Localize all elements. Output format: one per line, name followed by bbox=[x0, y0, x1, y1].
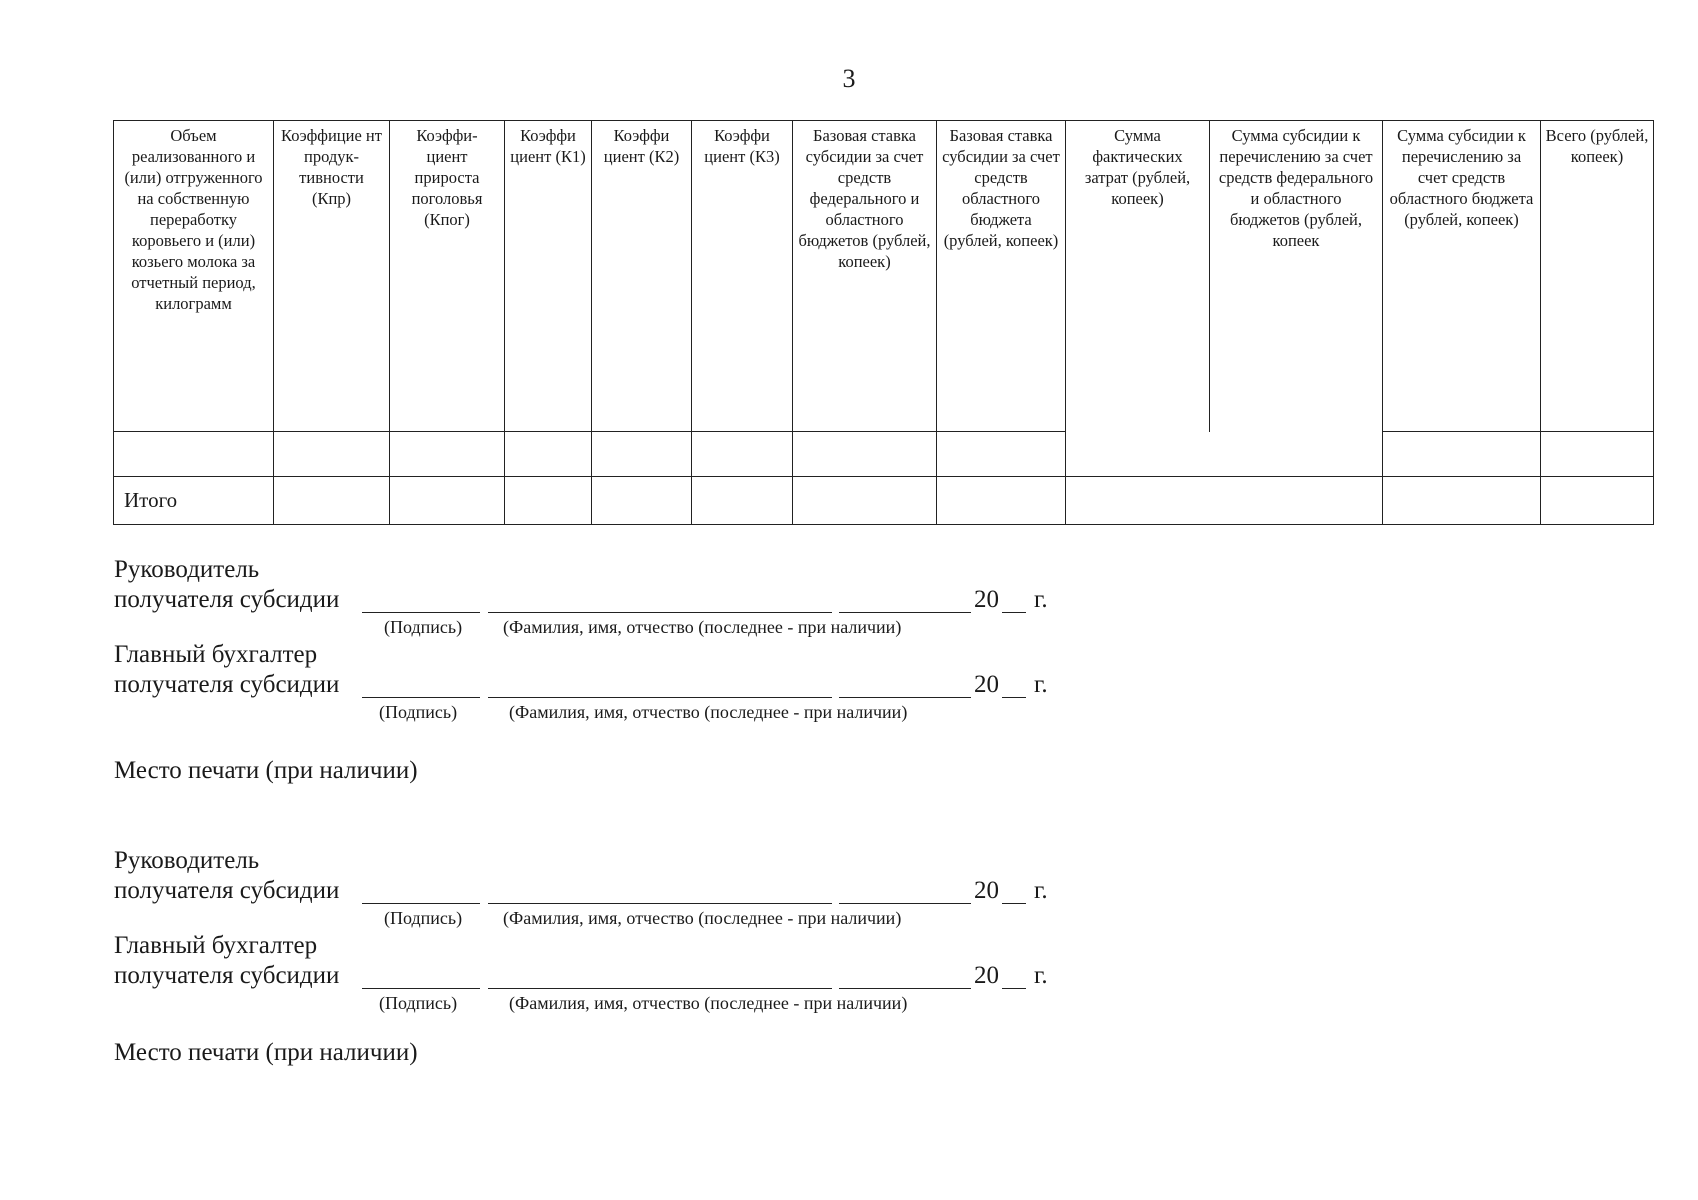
year-prefix: 20 bbox=[974, 877, 999, 904]
name-caption: (Фамилия, имя, отчество (последнее - при наличии) bbox=[509, 993, 908, 1013]
column-header: Сумма фактических затрат (рублей, копеек) bbox=[1066, 121, 1210, 432]
year-suffix: г. bbox=[1034, 586, 1048, 613]
name-caption: (Фамилия, имя, отчество (последнее - при наличии) bbox=[509, 702, 908, 722]
year-blank bbox=[1002, 903, 1026, 904]
accountant-signature-block bbox=[114, 640, 1048, 700]
table-cell bbox=[274, 432, 390, 477]
column-header: Коэффи- циент прироста поголовья (Кпог) bbox=[390, 121, 505, 432]
recipient-label: получателя субсидии bbox=[114, 586, 340, 613]
year-suffix: г. bbox=[1034, 877, 1048, 904]
accountant-signature-line bbox=[114, 961, 1048, 991]
table-cell bbox=[390, 477, 505, 525]
column-header: Сумма субсидии к перечислению за счет средств федерального и областного бюджетов (рублей, копеек bbox=[1210, 121, 1383, 432]
recipient-label: получателя субсидии bbox=[114, 962, 340, 989]
accountant-role: Главный бухгалтер bbox=[114, 641, 318, 668]
name-blank bbox=[488, 903, 832, 904]
accountant-signature-block bbox=[114, 931, 1048, 991]
header-row bbox=[114, 121, 1654, 432]
column-header: Коэффицие нт продук- тивности (Кпр) bbox=[274, 121, 390, 432]
table-cell bbox=[592, 432, 692, 477]
head-signature-line bbox=[114, 585, 1048, 615]
table-cell bbox=[793, 432, 937, 477]
table-cell bbox=[1066, 477, 1383, 525]
head-signature-line bbox=[114, 876, 1048, 906]
recipient-label: получателя субсидии bbox=[114, 671, 340, 698]
date-blank bbox=[839, 988, 971, 989]
date-blank bbox=[839, 903, 971, 904]
column-header: Сумма субсидии к перечислению за счет средств областного бюджета (рублей, копеек) bbox=[1383, 121, 1541, 432]
signature-blank bbox=[362, 988, 480, 989]
table-cell bbox=[1066, 432, 1383, 477]
date-blank bbox=[839, 612, 971, 613]
signature-block bbox=[114, 846, 1048, 906]
signature-blank bbox=[362, 612, 480, 613]
name-blank bbox=[488, 988, 832, 989]
table-row bbox=[114, 432, 1654, 477]
table-cell bbox=[692, 432, 793, 477]
column-header: Всего (рублей, копеек) bbox=[1541, 121, 1654, 432]
year-blank bbox=[1002, 988, 1026, 989]
table-cell bbox=[692, 477, 793, 525]
column-header: Коэффи циент (К1) bbox=[505, 121, 592, 432]
signature-caption: (Подпись) bbox=[379, 993, 458, 1013]
accountant-signature-line bbox=[114, 670, 1048, 700]
year-blank bbox=[1002, 612, 1026, 613]
table-cell bbox=[592, 477, 692, 525]
year-prefix: 20 bbox=[974, 586, 999, 613]
column-header: Базовая ставка субсидии за счет средств областного бюджета (рублей, копеек) bbox=[937, 121, 1066, 432]
name-blank bbox=[488, 612, 832, 613]
signature-block bbox=[114, 555, 1048, 615]
page-number: 3 bbox=[842, 64, 856, 93]
table-cell bbox=[1541, 432, 1654, 477]
date-blank bbox=[839, 697, 971, 698]
head-role: Руководитель bbox=[114, 847, 260, 874]
signature-caption: (Подпись) bbox=[384, 617, 463, 637]
name-blank bbox=[488, 697, 832, 698]
table-cell bbox=[114, 432, 274, 477]
total-row bbox=[114, 477, 1654, 525]
table-cell bbox=[1383, 477, 1541, 525]
year-prefix: 20 bbox=[974, 962, 999, 989]
table-cell bbox=[505, 477, 592, 525]
seal-place-label: Место печати (при наличии) bbox=[114, 1039, 418, 1066]
table-cell bbox=[1541, 477, 1654, 525]
year-blank bbox=[1002, 697, 1026, 698]
column-header: Базовая ставка субсидии за счет средств федерального и областного бюджетов (рублей, копеек) bbox=[793, 121, 937, 432]
table-cell bbox=[937, 477, 1066, 525]
name-caption: (Фамилия, имя, отчество (последнее - при наличии) bbox=[503, 908, 902, 928]
total-label: Итого bbox=[114, 477, 274, 525]
subsidy-table bbox=[113, 120, 1654, 525]
year-prefix: 20 bbox=[974, 671, 999, 698]
year-suffix: г. bbox=[1034, 671, 1048, 698]
seal-place-label: Место печати (при наличии) bbox=[114, 757, 418, 784]
column-header: Объем реализованного и (или) отгруженного на собственную переработку коровьего и (или) козьего молока за отчетный период, килограмм bbox=[114, 121, 274, 432]
recipient-label: получателя субсидии bbox=[114, 877, 340, 904]
signature-blank bbox=[362, 697, 480, 698]
table-cell bbox=[274, 477, 390, 525]
table-cell bbox=[390, 432, 505, 477]
signature-caption: (Подпись) bbox=[379, 702, 458, 722]
table-cell bbox=[1383, 432, 1541, 477]
table-cell bbox=[505, 432, 592, 477]
name-caption: (Фамилия, имя, отчество (последнее - при наличии) bbox=[503, 617, 902, 637]
column-header: Коэффи циент (К2) bbox=[592, 121, 692, 432]
column-header: Коэффи циент (К3) bbox=[692, 121, 793, 432]
signature-caption: (Подпись) bbox=[384, 908, 463, 928]
year-suffix: г. bbox=[1034, 962, 1048, 989]
table-cell bbox=[793, 477, 937, 525]
head-role: Руководитель bbox=[114, 556, 260, 583]
accountant-role: Главный бухгалтер bbox=[114, 932, 318, 959]
signature-blank bbox=[362, 903, 480, 904]
table-cell bbox=[937, 432, 1066, 477]
